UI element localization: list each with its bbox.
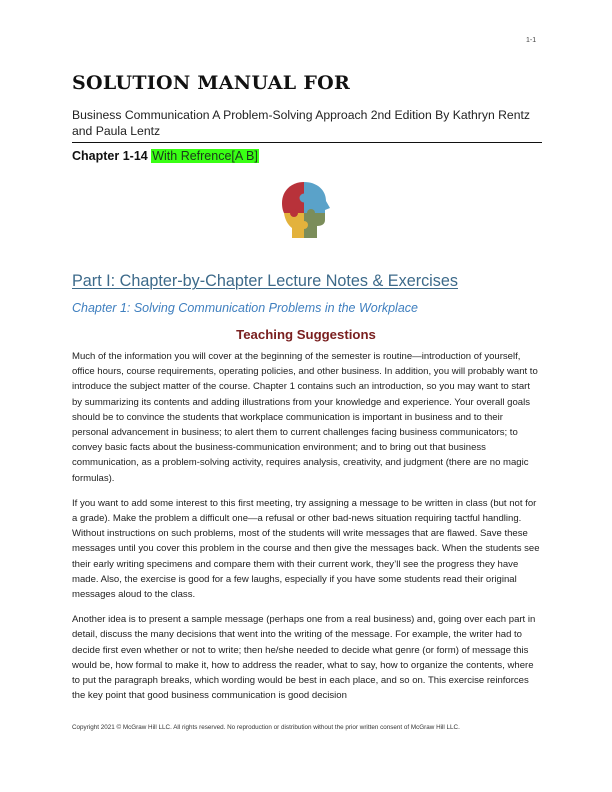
copyright-footer: Copyright 2021 © McGraw Hill LLC. All rights reserved. No reproduction or distribution without the prior written consent of McGraw Hill LLC. (72, 724, 460, 731)
puzzle-head-icon (277, 178, 331, 242)
page-number: 1-1 (526, 37, 537, 44)
chapter-range: Chapter 1-14 (72, 149, 148, 163)
section-heading: Teaching Suggestions (236, 327, 376, 342)
body-text (72, 349, 542, 713)
chapter-heading: Chapter 1: Solving Communication Problems in the Workplace (72, 301, 418, 315)
document-title: SOLUTION MANUAL FOR (72, 72, 351, 94)
paragraph: If you want to add some interest to this first meeting, try assigning a message to be written in class (but not for a grade). Make the problem a difficult one—a refusal or other bad-news situation requiring tactful handling. Without instructions on such problems, most of the students will write messages that are flawed. Save these messages until you cover this problem in the course and then give the messages back. When the students see their early writing specimens and compare them with their current work, they’ll see the progress they have made. Also, the exercise is good for a few laughs, especially if you have some students read their original messages aloud to the class. (72, 497, 540, 601)
part-heading: Part I: Chapter-by-Chapter Lecture Notes & Exercises (72, 272, 458, 290)
book-subtitle: Business Communication A Problem-Solving Approach 2nd Edition By Kathryn Rentz and Paula Lentz (72, 108, 530, 138)
title-divider (72, 142, 542, 143)
chapter-range-line (72, 149, 259, 163)
chapter-note-highlight: With Refrence[A B] (152, 149, 258, 163)
paragraph: Another idea is to present a sample message (perhaps one from a real business) and, going over each part in detail, discuss the many decisions that went into the writing of the message. For example, the writer had to decide first even whether or not to write; then he/she needed to decide what genre (or form) of message this would be, how formal to make it, how to address the reader, what to say, how to organize the contents, where to put the paragraph breaks, which wording would be best in each place, and so on. This exercise reinforces the key point that good business communication is good decision (72, 614, 536, 702)
paragraph: Much of the information you will cover at the beginning of the semester is routine—introduction of yourself, office hours, course requirements, operating policies, and other business. In addition, you will probably want to introduce the subject matter of the course. Chapter 1 contains such an introduction, so you may want to start by summarizing its contents and adding illustrations from your knowledge and experience. Your overall goals should be to convince the students that workplace communication is important in business and to their personal advancement in business; to alert them to current challenges facing business communicators; to convey basic facts about the business-communication environment; and to bring out that business communication, as a problem-solving activity, requires analysis, creativity, and judgment (there are no magic formulas). (72, 351, 538, 484)
